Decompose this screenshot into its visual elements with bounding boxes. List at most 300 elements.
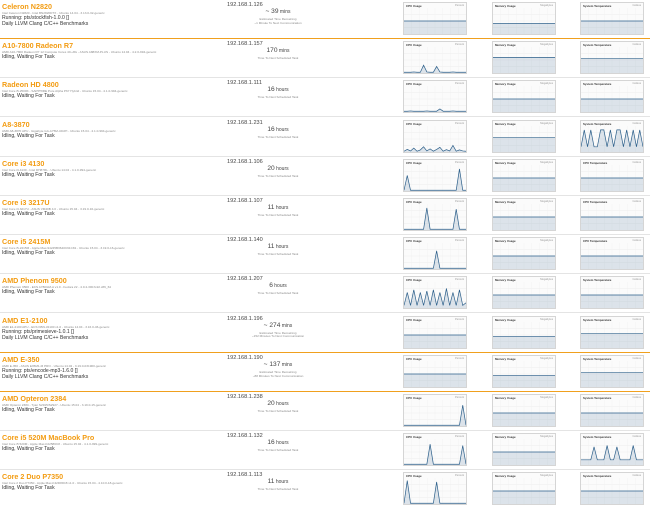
time-caption [238, 57, 318, 61]
memory-usage-graph[interactable] [492, 41, 556, 74]
time-caption-line: Time To Next Scheduled Task [257, 173, 299, 178]
temperature-graph-unit: Celsius [632, 239, 641, 243]
temperature-y-axis [566, 314, 578, 347]
temperature-graph-title: System Temperature [583, 435, 612, 440]
series-area [493, 295, 555, 308]
memory-graph-unit: Megabytes [540, 4, 553, 7]
cpu-usage-graph[interactable] [403, 433, 467, 466]
memory-plot [493, 361, 555, 387]
series-area [581, 21, 643, 34]
cpu-graph-unit: Percent [455, 396, 464, 399]
status-line: Idling, Waiting For Task [2, 446, 55, 453]
cpu-y-axis [389, 470, 401, 503]
memory-y-axis [478, 392, 490, 425]
time-value: ~ 137 [263, 360, 281, 368]
temperature-graph[interactable] [580, 41, 644, 74]
cpu-usage-graph[interactable] [403, 394, 467, 427]
system-row [0, 353, 650, 392]
temperature-y-axis [566, 470, 578, 503]
system-name-link[interactable]: AMD E-350 [2, 354, 40, 364]
temperature-graph[interactable] [580, 394, 644, 427]
system-ip: 192.168.1.157 [227, 41, 263, 48]
temperature-graph-unit: Celsius [632, 4, 641, 7]
temperature-graph-title: System Temperature [583, 82, 612, 87]
system-name-link[interactable]: Celeron N2820 [2, 2, 52, 11]
temperature-graph-title: System Temperature [583, 43, 612, 48]
time-unit: mins [280, 322, 293, 329]
temperature-graph-unit: Celsius [632, 278, 641, 282]
memory-graph-title: Memory Usage [495, 278, 516, 283]
temperature-plot [581, 361, 643, 387]
series-area [581, 99, 643, 112]
cpu-y-axis [389, 78, 401, 111]
time-unit: mins [278, 9, 291, 15]
temperature-y-axis [566, 196, 578, 229]
time-unit: hours [274, 440, 289, 447]
temperature-graph-title: System Temperature [583, 4, 612, 8]
system-name-link[interactable]: Core 2 Duo P7350 [2, 472, 64, 482]
cpu-graph-unit: Percent [455, 200, 464, 203]
cpu-graph-title: CPU Usage [406, 474, 422, 479]
cpu-y-axis [389, 392, 401, 425]
time-caption-line: Time To Next Scheduled Task [257, 409, 299, 413]
time-remaining [238, 157, 318, 179]
status-line: Daily LLVM Clang C/C++ Benchmarks [2, 374, 89, 380]
system-status [2, 54, 55, 60]
status-line: Idling, Waiting For Task [2, 211, 55, 217]
system-ip: 192.168.1.190 [227, 354, 263, 361]
temperature-graph-title: CPU Temperature [583, 200, 608, 204]
system-name-link[interactable]: AMD Opteron 2384 [2, 394, 67, 403]
cpu-usage-graph[interactable] [403, 355, 467, 388]
temperature-y-axis [566, 392, 578, 425]
series-area [404, 21, 466, 34]
memory-graph-title: Memory Usage [495, 396, 516, 400]
system-row [0, 0, 650, 39]
memory-plot [493, 322, 555, 348]
status-line: Idling, Waiting For Task [2, 289, 55, 296]
cpu-y-axis [389, 196, 401, 229]
time-caption [238, 253, 318, 257]
cpu-plot [404, 322, 466, 348]
system-spec: Intel Core i3-3217U - ASUS VM40B 4.0 - Ubuntu 15.04 - 3.19.0-16-generic [2, 207, 105, 211]
system-row [0, 39, 650, 78]
memory-graph-unit: Megabytes [540, 43, 553, 47]
series-area [581, 372, 643, 386]
memory-plot [493, 86, 555, 112]
time-caption [238, 214, 318, 218]
cpu-graph-title: CPU Usage [406, 278, 422, 283]
time-unit: hours [274, 126, 289, 133]
memory-usage-graph[interactable] [492, 237, 556, 270]
system-ip: 192.168.1.113 [227, 472, 263, 479]
time-unit: hours [274, 87, 289, 94]
memory-graph-title: Memory Usage [495, 82, 516, 87]
system-name-link[interactable]: Core i5 2415M [2, 237, 51, 247]
system-row [0, 78, 650, 117]
memory-graph-unit: Megabytes [540, 396, 553, 399]
system-name-link[interactable]: Core i3 3217U [2, 198, 50, 207]
time-remaining [238, 39, 318, 61]
status-line: Daily LLVM Clang C/C++ Benchmarks [2, 21, 89, 28]
memory-y-axis [478, 431, 490, 464]
cpu-plot [404, 86, 466, 112]
time-remaining [238, 235, 318, 257]
system-status [2, 289, 55, 295]
memory-y-axis [478, 118, 490, 151]
time-caption [238, 136, 318, 140]
cpu-graph-unit: Percent [455, 435, 464, 439]
time-value: 16 [267, 125, 275, 133]
time-caption [238, 96, 318, 100]
memory-usage-graph[interactable] [492, 198, 556, 231]
time-caption [238, 332, 318, 340]
system-status [2, 133, 55, 139]
cpu-plot [404, 439, 466, 465]
temperature-graph[interactable] [580, 316, 644, 349]
system-row [0, 274, 650, 313]
cpu-graph-title: CPU Usage [406, 82, 422, 87]
temperature-graph[interactable] [580, 237, 644, 270]
memory-usage-graph[interactable] [492, 394, 556, 427]
time-value: 170 [266, 47, 278, 55]
system-status [2, 93, 55, 99]
memory-graph-unit: Megabytes [540, 474, 553, 478]
time-remaining [238, 78, 318, 100]
cpu-graph-title: CPU Usage [406, 121, 422, 126]
time-value: 11 [267, 204, 275, 211]
temperature-plot [581, 126, 643, 152]
status-line: Daily LLVM Clang C/C++ Benchmarks [2, 334, 89, 341]
temperature-graph-title: System Temperature [583, 396, 612, 400]
cpu-plot [404, 47, 466, 73]
temperature-graph-unit: Celsius [632, 160, 641, 164]
time-remaining [238, 470, 318, 492]
memory-plot [493, 478, 555, 504]
time-caption-line: Time To Next Scheduled Task [257, 134, 299, 139]
memory-usage-graph[interactable] [492, 120, 556, 153]
memory-y-axis [478, 196, 490, 229]
temperature-graph-title: System Temperature [583, 356, 612, 361]
memory-graph-unit: Megabytes [540, 200, 553, 203]
system-spec: Intel Core i5 520M - Apple Mac-F22586C8 - Ubuntu 15.04 - 4.1.0-999-generic [2, 442, 109, 447]
memory-y-axis [478, 39, 490, 72]
time-value: 6 [269, 282, 273, 290]
series-area [581, 217, 643, 230]
memory-graph-unit: Megabytes [540, 278, 553, 282]
time-value: 16 [267, 439, 275, 447]
memory-plot [493, 8, 555, 34]
time-unit: hours [274, 244, 289, 251]
series-area [493, 99, 555, 112]
cpu-usage-graph[interactable] [403, 316, 467, 349]
system-status [2, 329, 88, 341]
cpu-y-axis [389, 314, 401, 347]
temperature-y-axis [566, 274, 578, 307]
status-line: Idling, Waiting For Task [2, 54, 55, 61]
system-name-link[interactable]: A10-7800 Radeon R7 [2, 41, 74, 51]
system-spec: Intel Core i3-4130 - Intel DH87RL - Ubuntu 14.04 - 4.1.0-994-generic [2, 167, 97, 172]
time-caption-line: Estimated Time Remaining [259, 17, 297, 21]
series-area [493, 217, 555, 230]
time-caption-line: Estimated Time Remaining [259, 330, 297, 335]
memory-usage-graph[interactable] [492, 276, 556, 309]
temperature-graph[interactable] [580, 472, 644, 505]
cpu-y-axis [389, 235, 401, 268]
temperature-graph[interactable] [580, 355, 644, 388]
cpu-usage-graph[interactable] [403, 2, 467, 35]
time-remaining [238, 274, 318, 296]
memory-plot [493, 47, 555, 73]
memory-graph-title: Memory Usage [495, 474, 516, 479]
temperature-graph[interactable] [580, 198, 644, 231]
cpu-plot [404, 478, 466, 504]
time-caption-line: Time To Next Scheduled Task [257, 252, 299, 257]
system-row [0, 196, 650, 235]
time-caption [238, 175, 318, 179]
temperature-plot [581, 47, 643, 73]
memory-plot [493, 165, 555, 191]
memory-graph-title: Memory Usage [495, 239, 516, 244]
time-value: ~ 39 [265, 8, 279, 15]
system-spec: AMD Opteron 2384 - Tyan S2915/S2927 - Ubuntu 15.04 - 3.19.0-15-generic [2, 403, 106, 407]
time-caption-line: Estimated Time Remaining [259, 369, 297, 374]
cpu-plot [404, 400, 466, 426]
status-line: Running: pts/stockfish-1.0.0 [] [2, 15, 70, 21]
series-area [581, 491, 643, 504]
system-name-link[interactable]: Core i3 4130 [2, 158, 45, 168]
status-line: Idling, Waiting For Task [2, 132, 55, 139]
system-status [2, 250, 55, 256]
system-status [2, 211, 55, 217]
cpu-usage-graph[interactable] [403, 120, 467, 153]
memory-graph-title: Memory Usage [495, 200, 516, 204]
series-area [404, 335, 466, 348]
system-status [2, 15, 88, 27]
cpu-graph-unit: Percent [455, 474, 464, 478]
memory-y-axis [478, 274, 490, 307]
cpu-usage-graph[interactable] [403, 198, 467, 231]
memory-graph-unit: Megabytes [540, 121, 553, 125]
time-caption-line: ~152 Minutes To Next Communication [251, 334, 305, 339]
time-value: 11 [267, 478, 275, 486]
cpu-y-axis [389, 431, 401, 464]
temperature-y-axis [566, 235, 578, 268]
memory-y-axis [478, 0, 490, 33]
temperature-graph[interactable] [580, 433, 644, 466]
status-line: Idling, Waiting For Task [2, 93, 55, 100]
time-remaining [238, 118, 318, 140]
series-area [581, 59, 643, 73]
memory-usage-graph[interactable] [492, 2, 556, 35]
cpu-graph-unit: Percent [455, 121, 464, 125]
series-area [493, 24, 555, 34]
cpu-plot [404, 282, 466, 308]
temperature-graph-title: System Temperature [583, 474, 612, 479]
time-remaining [238, 196, 318, 218]
time-value: 20 [267, 400, 275, 407]
system-spec: Intel Core i5-2500K - SAPPHIRE Pure Alpha P67 Hybrid - Ubuntu 15.04 - 4.1.0-994-generic [2, 89, 128, 94]
cpu-plot [404, 243, 466, 269]
memory-usage-graph[interactable] [492, 80, 556, 113]
series-area [493, 452, 555, 465]
temperature-plot [581, 204, 643, 230]
cpu-usage-graph[interactable] [403, 276, 467, 309]
cpu-y-axis [389, 274, 401, 307]
time-caption [238, 488, 318, 492]
memory-graph-title: Memory Usage [495, 121, 516, 126]
time-remaining [238, 0, 318, 26]
memory-usage-graph[interactable] [492, 355, 556, 388]
cpu-usage-graph[interactable] [403, 159, 467, 192]
temperature-y-axis [566, 118, 578, 151]
system-spec: Intel Celeron N2820 - Intel BN2820DTX - Ubuntu 14.04 - 3.13.0-32-generic [2, 11, 105, 15]
series-area [581, 178, 643, 191]
status-line: Idling, Waiting For Task [2, 485, 55, 492]
memory-usage-graph[interactable] [492, 472, 556, 505]
cpu-plot [404, 165, 466, 191]
cpu-graph-title: CPU Usage [406, 435, 422, 440]
memory-y-axis [478, 78, 490, 111]
system-name-link[interactable]: AMD E1-2100 [2, 315, 48, 325]
memory-graph-title: Memory Usage [495, 160, 516, 165]
time-value: ~ 274 [263, 321, 281, 329]
system-name-link[interactable]: Radeon HD 4800 [2, 80, 59, 90]
series-area [493, 178, 555, 191]
temperature-graph-title: System Temperature [583, 121, 612, 126]
temperature-plot [581, 400, 643, 426]
time-caption [238, 371, 318, 379]
system-status [2, 368, 88, 380]
system-ip: 192.168.1.238 [227, 394, 263, 400]
time-caption-line: Time To Next Scheduled Task [257, 448, 299, 453]
temperature-plot [581, 8, 643, 34]
system-spec: AMD A8-3870 APU - Gigabyte GA-A75M-UD2H - Ubuntu 15.04 - 4.1.0-994-generic [2, 128, 116, 133]
temperature-y-axis [566, 431, 578, 464]
system-spec: Intel Core i5-2415M - Apple Mac-94245B3640C91C81 - Ubuntu 15.04 - 3.19.0-16-generic [2, 246, 125, 251]
temperature-graph[interactable] [580, 276, 644, 309]
status-line: Idling, Waiting For Task [2, 250, 55, 257]
cpu-usage-graph[interactable] [403, 80, 467, 113]
temperature-graph[interactable] [580, 2, 644, 35]
system-spec: AMD Phenom 9500 - ECS A780GM-A v1.0 - Fedora 22 - 4.0.4-300.fc22.x86_64 [2, 285, 112, 290]
time-caption-line: Time To Next Scheduled Task [257, 291, 299, 296]
status-line: Idling, Waiting For Task [2, 171, 55, 178]
system-spec: AMD E1-2100 APU - ECS KBN-I/2100 v1.0 - Ubuntu 14.04 - 3.16.0-46-generic [2, 324, 110, 329]
system-status [2, 407, 55, 413]
system-ip: 192.168.1.132 [227, 433, 263, 440]
system-ip: 192.168.1.107 [227, 198, 263, 204]
temperature-y-axis [566, 78, 578, 111]
cpu-graph-unit: Percent [455, 278, 464, 282]
system-spec: AMD E-350 - ASUS E35M1-M PRO - Ubuntu 14.04 - 3.19.0-031900-generic [2, 363, 107, 368]
cpu-usage-graph[interactable] [403, 237, 467, 270]
memory-usage-graph[interactable] [492, 316, 556, 349]
temperature-graph-unit: Celsius [632, 435, 641, 439]
series-area [404, 374, 466, 387]
system-name-link[interactable]: AMD Phenom 9500 [2, 276, 67, 286]
cpu-usage-graph[interactable] [403, 41, 467, 74]
system-row [0, 235, 650, 274]
memory-usage-graph[interactable] [492, 433, 556, 466]
temperature-graph-title: CPU Temperature [583, 239, 608, 244]
cpu-plot [404, 126, 466, 152]
memory-plot [493, 204, 555, 230]
temperature-graph[interactable] [580, 159, 644, 192]
system-name-link[interactable]: A8-3870 [2, 119, 30, 129]
temperature-plot [581, 282, 643, 308]
temperature-plot [581, 478, 643, 504]
memory-graph-title: Memory Usage [495, 435, 516, 440]
status-line: Running: pts/encode-mp3-1.6.0 [] [2, 367, 78, 374]
cpu-graph-unit: Percent [455, 239, 464, 243]
time-caption-line: Time To Next Scheduled Task [257, 213, 299, 217]
cpu-y-axis [389, 0, 401, 33]
system-status [2, 172, 55, 178]
temperature-y-axis [566, 39, 578, 72]
memory-usage-graph[interactable] [492, 159, 556, 192]
system-row [0, 314, 650, 353]
series-area [493, 58, 555, 74]
system-ip: 192.168.1.207 [227, 276, 263, 283]
temperature-graph[interactable] [580, 120, 644, 153]
temperature-plot [581, 439, 643, 465]
temperature-graph[interactable] [580, 80, 644, 113]
time-unit: mins [280, 361, 293, 368]
time-unit: hours [274, 401, 289, 407]
cpu-graph-title: CPU Usage [406, 239, 422, 244]
memory-graph-title: Memory Usage [495, 317, 516, 322]
temperature-plot [581, 243, 643, 269]
time-caption [238, 410, 318, 414]
status-line: Running: pts/primesieve-1.0.1 [] [2, 328, 74, 335]
cpu-graph-unit: Percent [455, 317, 464, 321]
cpu-y-axis [389, 39, 401, 72]
system-status [2, 485, 55, 491]
cpu-graph-title: CPU Usage [406, 4, 422, 8]
memory-y-axis [478, 353, 490, 386]
temperature-graph-unit: Celsius [632, 200, 641, 203]
system-row [0, 392, 650, 431]
temperature-graph-unit: Celsius [632, 474, 641, 478]
memory-graph-unit: Megabytes [540, 239, 553, 243]
cpu-y-axis [389, 118, 401, 151]
time-value: 11 [267, 243, 275, 251]
memory-graph-unit: Megabytes [540, 356, 553, 360]
cpu-graph-title: CPU Usage [406, 43, 422, 48]
time-unit: hours [272, 283, 287, 290]
series-area [493, 491, 555, 504]
system-ip: 192.168.1.111 [227, 80, 262, 87]
temperature-y-axis [566, 157, 578, 190]
time-remaining [238, 314, 318, 340]
status-line: Idling, Waiting For Task [2, 407, 55, 413]
time-unit: hours [274, 205, 289, 211]
time-caption [238, 292, 318, 296]
cpu-usage-graph[interactable] [403, 472, 467, 505]
memory-y-axis [478, 314, 490, 347]
memory-y-axis [478, 157, 490, 190]
system-status [2, 446, 55, 452]
temperature-graph-unit: Celsius [632, 121, 641, 125]
series-area [581, 295, 643, 308]
system-name-link[interactable]: Core i5 520M MacBook Pro [2, 433, 95, 443]
series-area [493, 375, 555, 387]
cpu-graph-unit: Percent [455, 356, 464, 360]
temperature-plot [581, 322, 643, 348]
temperature-y-axis [566, 0, 578, 33]
cpu-graph-title: CPU Usage [406, 356, 422, 361]
